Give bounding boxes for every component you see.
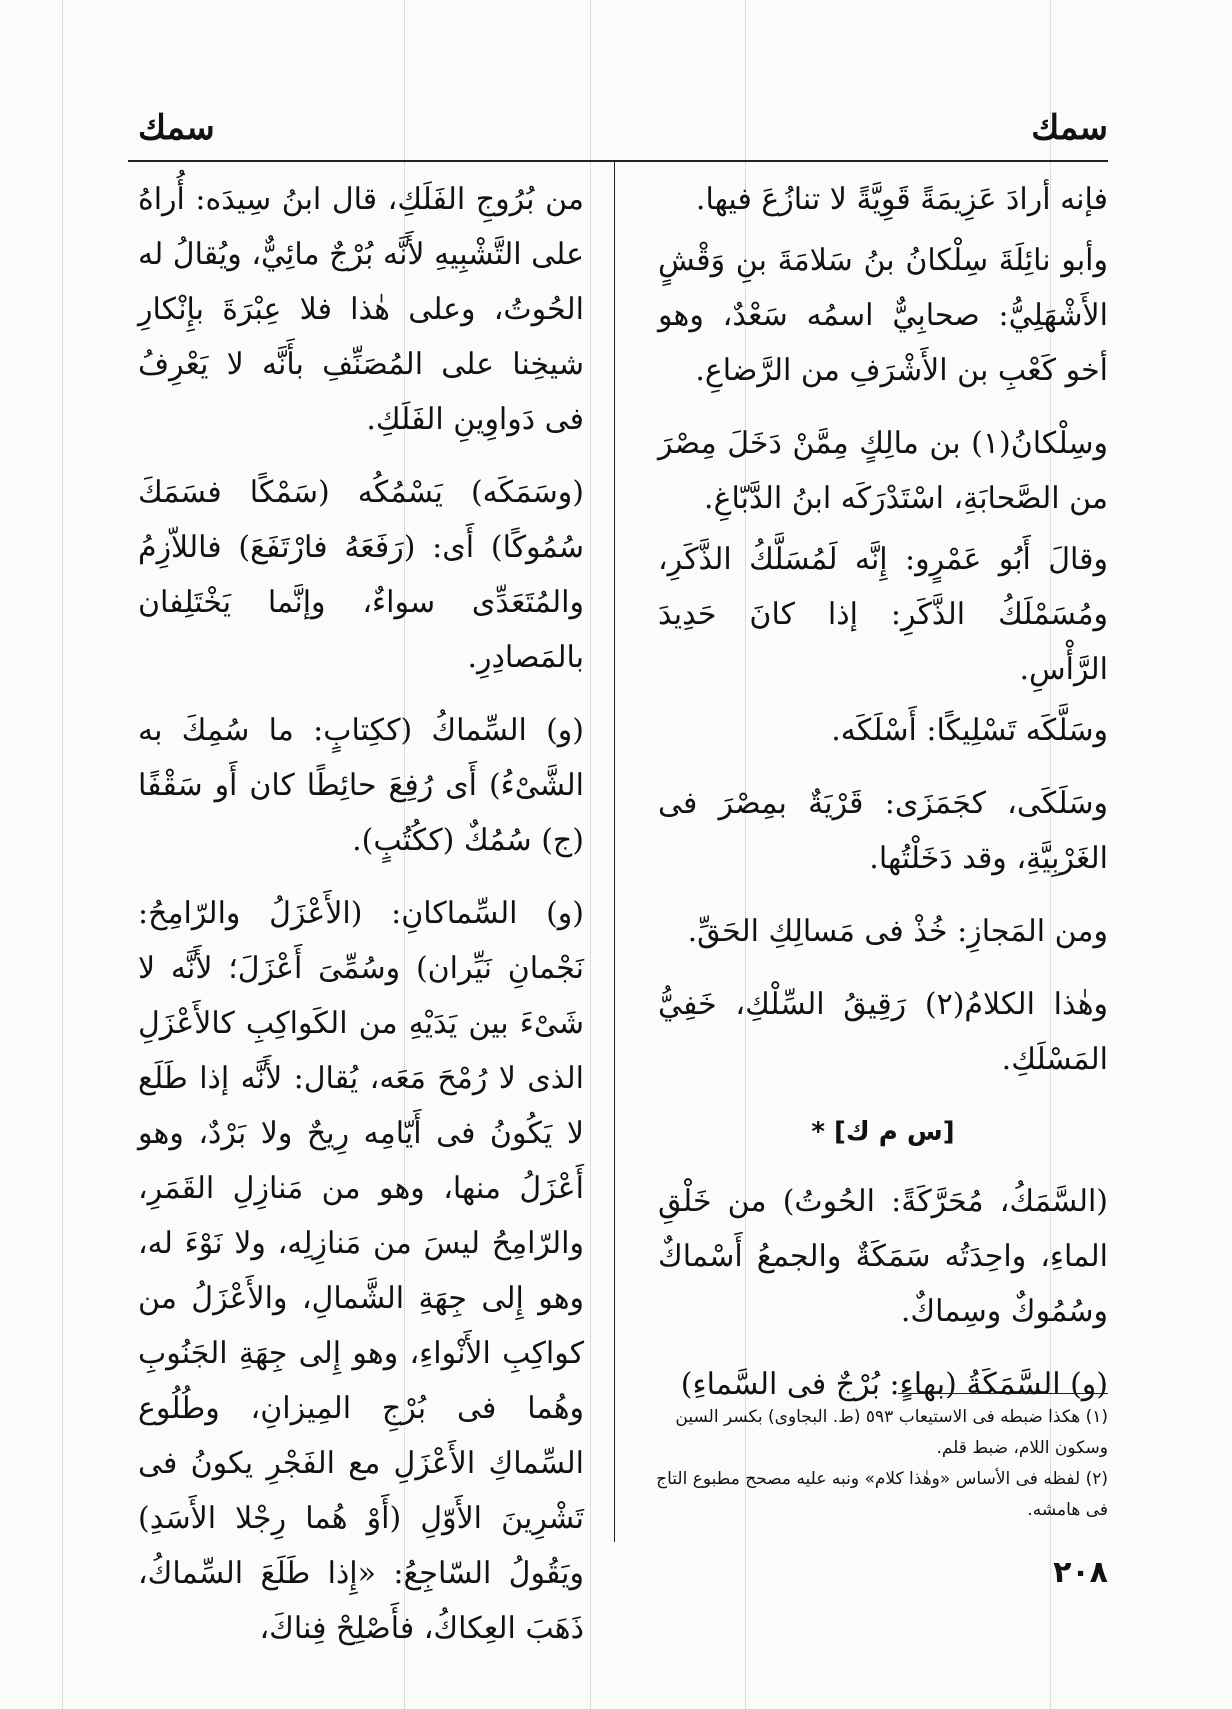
paragraph: وهٰذا الكلامُ(٢) رَقِيقُ السِّلْكِ، خَفِيُّ المَسْلَكِ.	[658, 987, 1108, 1077]
paragraph: وسَلَكَى، كجَمَزَى: قَرْيَةٌ بمِصْرَ فى الغَرْبِيَّةِ، وقد دَخَلْتُها.	[658, 786, 1108, 876]
paragraph: فإنه أرادَ عَزِيمَةً قَوِيَّةً لا تنازُعَ فيها.	[695, 182, 1108, 217]
paragraph: وأبو نائِلَةَ سِلْكانُ بنُ سَلامَةَ بنِ وَقْشٍ الأَشْهَلِيُّ: صحابِيٌّ اسمُه سَعْدٌ، وهو أخو كَعْبِ بن الأَشْرَفِ من الرَّضاعِ.	[658, 243, 1108, 388]
paragraph: ومن المَجازِ: خُذْ فى مَسالِكِ الحَقِّ.	[687, 914, 1108, 949]
scan-artifact-line	[62, 0, 63, 1709]
footnotes	[648, 1402, 1108, 1526]
paragraph: (و) السَّمَكَةُ (بهاءٍ: بُرْجٌ فى السَّماءِ)	[680, 1367, 1108, 1402]
paragraph: وقالَ أَبُو عَمْرٍو: إِنَّه لَمُسَلَّكُ الذَّكَرِ، ومُسَمْلَكُ الذَّكَرِ: إذا كانَ حَدِيدَ الرَّأْسِ.	[658, 542, 1108, 687]
right-column	[658, 172, 1108, 1430]
paragraph: (وسَمَكَه) يَسْمُكُه (سَمْكًا فسَمَكَ سُمُوكًا) أَى: (رَفَعَهُ فارْتَفَعَ) فاللاّزِمُ والمُتَعَدِّى سواءٌ، وإنَّما يَخْتَلِفان بالمَصادِرِ.	[138, 475, 584, 675]
page-number: ٢٠٨	[1053, 1555, 1108, 1590]
left-column	[138, 172, 584, 1674]
paragraph: (و) السِّماكُ (ككِتابٍ: ما سُمِكَ به الشَّىْءُ) أَى رُفِعَ حائِطًا كان أَو سَقْفًا (ج) سُمُكٌ (ككُتُبٍ).	[138, 713, 584, 858]
running-header-left: سمك	[138, 108, 215, 148]
footnote: (٢) لفظه فى الأساس «وهٰذا كلام» ونبه عليه مصحح مطبوع التاج فى هامشه.	[656, 1469, 1108, 1520]
running-header-right: سمك	[1031, 108, 1108, 148]
footnote: (١) هكذا ضبطه فى الاستيعاب ٥٩٣ (ط. البجاوى) بكسر السين وسكون اللام، ضبط قلم.	[675, 1407, 1108, 1458]
column-divider	[614, 162, 615, 1542]
footnote-rule	[898, 1393, 1108, 1394]
root-heading: [س م ك] *	[811, 1117, 955, 1147]
paragraph: وسَلَّكَه تَسْلِيكًا: أَسْلَكَه.	[831, 713, 1108, 748]
paragraph: وسِلْكانُ(١) بن مالِكٍ مِمَّنْ دَخَلَ مِصْرَ من الصَّحابَةِ، اسْتَدْرَكَه ابنُ الدَّبّاغِ.	[658, 426, 1108, 516]
paragraph: من بُرُوجِ الفَلَكِ، قال ابنُ سِيدَه: أُراهُ على التَّشْبِيهِ لأَنَّه بُرْجٌ مائِيٌّ، ويُقالُ له الحُوتُ، وعلى هٰذا فلا عِبْرَةَ بإِنْكارِ شيخِنا على المُصَنِّفِ بأَنَّه لا يَعْرِفُ فى دَواوِينِ الفَلَكِ.	[138, 182, 584, 437]
paragraph: (و) السِّماكانِ: (الأَعْزَلُ والرّامِحُ: نَجْمانِ نَيِّران) وسُمِّىَ أَعْزَلَ؛ لأَنَّه لا شَىْءَ بين يَدَيْهِ من الكَواكِبِ كالأَعْزَلِ الذى لا رُمْحَ مَعَه، يُقال: لأَنَّه إذا طَلَع لا يَكُونُ فى أَيّامِه رِيحٌ ولا بَرْدٌ، وهو أَعْزَلُ منها، وهو من مَنازِلِ القَمَرِ، والرّامِحُ ليسَ من مَنازِلِه، ولا نَوْءَ له، وهو إِلى جِهَةِ الشَّمالِ، والأَعْزَلُ من كواكِبِ الأَنْواءِ، وهو إِلى جِهَةِ الجَنُوبِ وهُما فى بُرْجِ المِيزانِ، وطُلُوع السِّماكِ الأَعْزَلِ مع الفَجْرِ يكونُ فى تَشْرِينَ الأَوّلِ (أَوْ هُما رِجْلا الأَسَدِ) ويَقُولُ السّاجِعُ: «إِذا طَلَعَ السِّماكُ، ذَهَبَ العِكاكُ، فأَصْلِحْ فِناكَ،	[138, 896, 584, 1646]
header-rule	[128, 160, 1108, 162]
paragraph: (السَّمَكُ، مُحَرَّكَةً: الحُوتُ) من خَلْقِ الماءِ، واحِدَتُه سَمَكَةٌ والجمعُ أَسْماكٌ وسُمُوكٌ وسِماكٌ.	[658, 1184, 1108, 1329]
scan-artifact-line	[590, 0, 591, 1709]
